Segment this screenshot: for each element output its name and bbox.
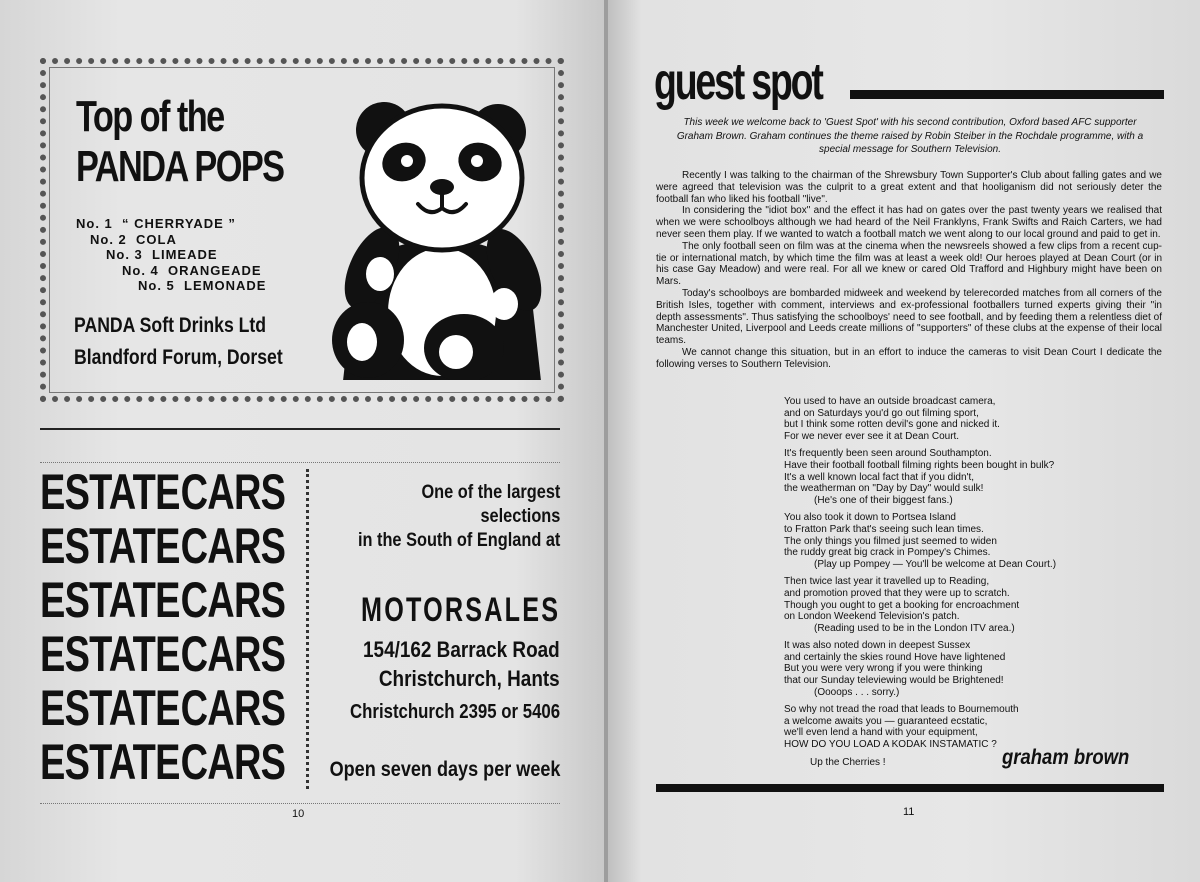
poem-stanza: You used to have an outside broadcast camera, and on Saturdays you'd go out filming sport, but I think some rotten devil's gone and nicked it. For we never ever see it at Dean Court. <box>784 396 1000 442</box>
article-body <box>656 170 1162 371</box>
page-number: 10 <box>292 808 305 820</box>
page-number: 11 <box>903 806 915 818</box>
pops-entry: No. 4 ORANGEADE <box>122 262 262 278</box>
guest-spot-heading: guest spot <box>654 53 822 111</box>
poem-stanza: It was also noted down in deepest Sussex and certainly the skies round Hove have lightened But you were very wrong if you were thinking that our Sunday televiewing would be Brightened! (Oooops . . . sorry.) <box>784 640 1144 698</box>
panda-company <box>74 310 283 374</box>
advert-inner-frame <box>49 67 555 393</box>
dealer-tagline: One of the largest selections in the South of England at <box>357 482 560 551</box>
pops-chart <box>76 216 266 294</box>
estate-cars-line: ESTATECARS <box>40 626 286 682</box>
panda-mascot-illustration <box>332 90 554 380</box>
dotted-separator <box>306 469 309 789</box>
dealer-hours: Open seven days per week <box>329 758 560 781</box>
poem-stanza: So why not tread the road that leads to Bournemouth a welcome awaits you — guaranteed ecstatic, we'll even lend a hand with your equipment, HOW DO YOU LOAD A KODAK INSTAMATIC ? <box>784 704 1019 751</box>
article-paragraph: Today's schoolboys are bombarded midweek and weekend by telerecorded matches from all corners of the British Isles, together with comment, interviews and ex-professional footballers turned experts giving their "in depth assessments". Thus satisfying the schoolboys' need to see football, and by feeding them a relentless diet of Manchester United, Liverpool and Leeds create millions of "supporters" of these clubs at the expense of their local teams. <box>656 287 1162 347</box>
stanza-aside: (Play up Pompey — You'll be welcome at Dean Court.) <box>814 558 1057 570</box>
stanza-aside: (Oooops . . . sorry.) <box>814 686 900 698</box>
poem-stanza: You also took it down to Portsea Island to Fratton Park that's seeing such lean times. The only things you filmed just seemed to widen the ruddy great big crack in Pompey's Chimes. (Play up Pompey — You'll be welcome at Dean Court.) <box>784 512 1144 570</box>
estate-cars-line: ESTATECARS <box>40 572 286 628</box>
dealer-phone: Christchurch 2395 or 5406 <box>349 701 560 723</box>
article-paragraph: The only football seen on film was at the cinema when the newsreels showed a few clips from a recent cup-tie or international match, by which time the film was at least a week old! Our heroes played at Dean Court (or in his case Gay Meadow) and were real. For all we knew or cared Old Trafford and Highbury might have been on Mars. <box>656 240 1162 288</box>
pops-entry: No. 3 LIMEADE <box>106 247 218 262</box>
estate-cars-line: ESTATECARS <box>40 680 286 736</box>
article-paragraph: In considering the "idiot box" and the effect it has had on gates over the past twenty years we realised that when we were schoolboys although we had heard of the Neil Franklyns, Frank Swifts and Raich Carters, we had never seen them play. If we wanted to watch a football match we went along to our local ground and paid to get in. <box>656 205 1162 240</box>
spine-gutter <box>604 0 608 882</box>
stanza-aside: (He's one of their biggest fans.) <box>814 494 953 506</box>
estate-cars-line: ESTATECARS <box>40 734 286 790</box>
company-name: PANDA Soft Drinks Ltd <box>74 314 267 337</box>
pops-entry: No. 1 “ CHERRYADE ” <box>76 216 236 231</box>
footer-rule <box>656 784 1164 792</box>
pops-entry: No. 2 COLA <box>90 231 177 247</box>
right-page <box>606 0 1200 882</box>
estate-cars-advert <box>40 462 560 804</box>
company-location: Blandford Forum, Dorset <box>74 346 283 369</box>
dealer-address: 154/162 Barrack Road Christchurch, Hants <box>363 637 560 691</box>
article-paragraph: We cannot change this situation, but in an effort to induce the cameras to visit Dean Court I dedicate the following verses to Southern Television. <box>656 346 1162 370</box>
estate-cars-line: ESTATECARS <box>40 464 286 520</box>
article-intro: This week we welcome back to 'Guest Spot' with his second contribution, Oxford based AFC supporter Graham Brown. Graham continues the theme raised by Robin Steiber in the Rochdale programme, with a special message for Southern Television. <box>676 117 1144 155</box>
headline-line-2: PANDA POPS <box>76 142 284 191</box>
section-divider <box>40 428 560 430</box>
article-author: graham brown <box>1002 746 1130 769</box>
panda-pops-advert <box>40 58 564 402</box>
headline-line-1: Top of the <box>76 92 224 141</box>
poem-stanza: Then twice last year it travelled up to Reading, and promotion proved that they were up to scratch. Though you ought to get a booking for encroachment on London Weekend Television's patch. (Reading used to be in the London ITV area.) <box>784 576 1144 634</box>
stanza-aside: (Reading used to be in the London ITV area.) <box>814 622 1015 634</box>
estate-cars-line: ESTATECARS <box>40 518 286 574</box>
dealer-name: MOTORSALES <box>360 591 560 629</box>
heading-rule <box>850 90 1164 99</box>
article-paragraph: Recently I was talking to the chairman of the Shrewsbury Town Supporter's Club about falling gates and we were agreed that television was the culprit to a great extent and that hooliganism did not seriously deter the football fan who liked his football "live". <box>656 170 1162 205</box>
pops-entry: No. 5 LEMONADE <box>138 278 267 293</box>
sign-off-line: Up the Cherries ! <box>810 756 886 768</box>
poem-stanza: It's frequently been seen around Southampton. Have their football football filming rights been bought in bulk? It's a well known local fact that if you didn't, the weatherman on "Day by Day" would sulk! (He's one of their biggest fans.) <box>784 448 1144 506</box>
panda-ad-headline <box>76 92 284 192</box>
poem-verses <box>784 396 1144 768</box>
